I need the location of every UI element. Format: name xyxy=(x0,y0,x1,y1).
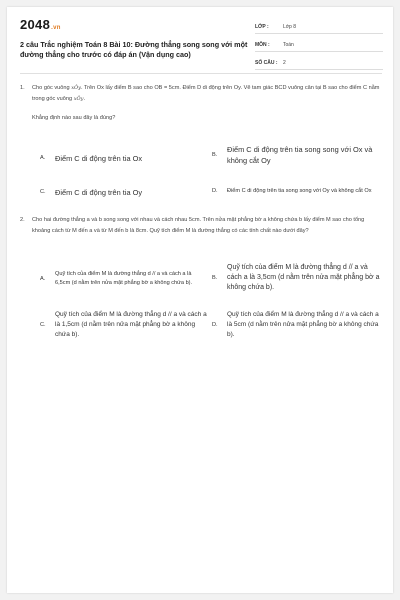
question-number: 1. xyxy=(20,85,25,91)
option-d[interactable] xyxy=(212,177,382,205)
option-text: Quỹ tích của điểm M là đường thẳng d // a và cách a là 3,5cm (d nằm trên nửa mặt phẳng bờ a không chứa b). xyxy=(227,264,380,291)
angle-symbol: xÔy xyxy=(71,85,81,91)
meta-row-count xyxy=(255,56,383,70)
meta-value: Toán xyxy=(283,41,294,48)
option-b[interactable] xyxy=(212,139,382,171)
question-2 xyxy=(20,215,380,237)
option-letter: A. xyxy=(40,276,46,282)
logo-suffix: .vn xyxy=(51,25,61,31)
option-letter: D. xyxy=(212,188,218,194)
option-a[interactable] xyxy=(40,147,205,169)
option-c[interactable] xyxy=(40,307,208,343)
meta-table xyxy=(255,20,383,74)
meta-row-subject xyxy=(255,38,383,52)
question-text: Cho hai đường thẳng a và b song song với nhau và cách nhau 5cm. Trên nửa mặt phẳng bờ a không chứa b lấy điểm M sao cho tổng khoảng cách từ M đến a và từ M đến b là 8cm. Quỹ tích điểm M là đường thẳng có các tính chất nào dưới đây? xyxy=(32,217,365,234)
meta-key: MÔN : xyxy=(255,41,270,48)
question-instruction: Khẳng định nào sau đây là đúng? xyxy=(32,115,116,121)
option-a[interactable] xyxy=(40,261,208,297)
option-text: Quỹ tích của điểm M là đường thẳng d // a và cách a là 6,5cm (d nằm trên nửa mặt phẳng bờ a không chứa b). xyxy=(55,270,193,286)
option-letter: B. xyxy=(212,152,218,158)
meta-value: 2 xyxy=(283,59,286,66)
option-text: Điểm C di động trên tia song song với Ox và không cắt Oy xyxy=(227,145,373,165)
worksheet-page xyxy=(7,7,393,593)
option-b[interactable] xyxy=(212,260,384,296)
question-1 xyxy=(20,83,380,124)
angle-symbol: xÔy xyxy=(73,96,84,102)
option-text: Điểm C di động trên tia Oy xyxy=(55,187,143,197)
option-letter: D. xyxy=(212,322,218,328)
option-letter: C. xyxy=(40,322,46,328)
option-letter: A. xyxy=(40,155,46,161)
option-text: Quỹ tích của điểm M là đường thẳng d // a và cách a là 1,5cm (d nằm trên nửa mặt phẳng bờ a không chứa b). xyxy=(55,311,207,338)
question-number: 2. xyxy=(20,217,25,223)
option-c[interactable] xyxy=(40,181,205,203)
worksheet-title: 2 câu Trắc nghiệm Toán 8 Bài 10: Đường thẳng song song với một đường thẳng cho trước có đáp án (Vận dụng cao) xyxy=(20,40,248,59)
meta-row-class xyxy=(255,20,383,34)
option-letter: C. xyxy=(40,189,46,195)
option-text: Điểm C di động trên tia Ox xyxy=(55,153,143,163)
option-letter: B. xyxy=(212,275,218,281)
option-text: Quỹ tích của điểm M là đường thẳng d // a và cách a là 5cm (d nằm trên nửa mặt phẳng bờ a không chứa b). xyxy=(227,311,379,338)
logo-text: 2048 xyxy=(20,17,51,32)
meta-key: LỚP : xyxy=(255,23,269,30)
meta-key: SỐ CÂU : xyxy=(255,59,278,66)
option-text: Điểm C di động trên tia song song với Oy và không cắt Ox xyxy=(227,187,372,194)
question-text: Cho góc vuông xÔy. Trên Ox lấy điểm B sao cho OB = 5cm. Điểm D di động trên Oy. Vẽ tam giác BCD vuông cân tại B sao cho điểm C nằm trong góc vuông xÔy. xyxy=(32,85,380,102)
option-d[interactable] xyxy=(212,307,384,343)
header-divider xyxy=(20,73,382,74)
meta-value: Lớp 8 xyxy=(283,23,297,30)
site-logo[interactable] xyxy=(20,17,61,32)
